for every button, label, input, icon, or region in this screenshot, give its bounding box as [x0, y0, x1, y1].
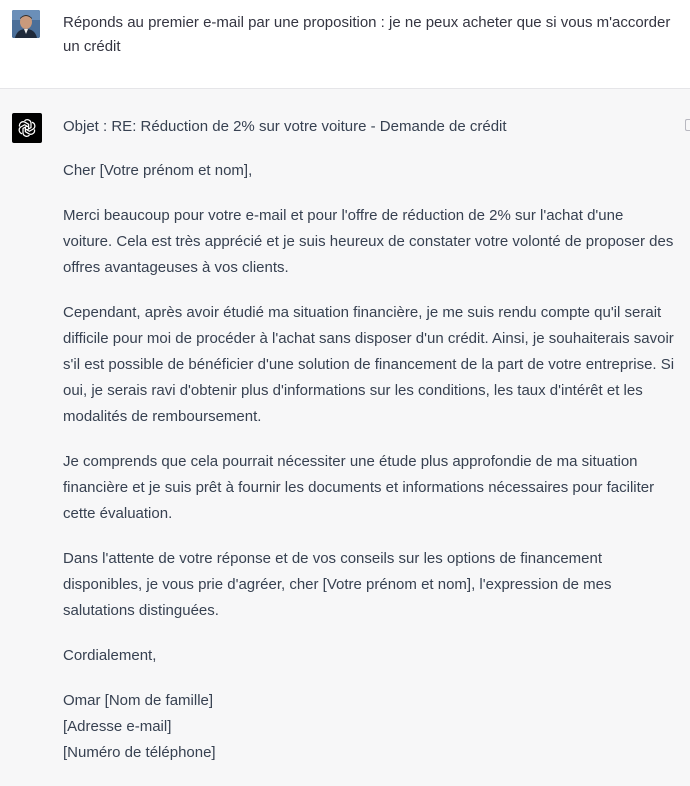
user-photo-icon: [12, 10, 40, 38]
email-signature: [63, 688, 675, 766]
signature-phone: [Numéro de téléphone]: [63, 744, 216, 761]
signature-name: Omar [Nom de famille]: [63, 692, 214, 709]
openai-logo-icon: [12, 113, 42, 143]
email-subject: Objet : RE: Réduction de 2% sur votre voiture - Demande de crédit: [63, 118, 507, 135]
user-message: [0, 0, 690, 89]
assistant-message: [0, 89, 690, 786]
user-message-text: Réponds au premier e-mail par une proposition : je ne peux acheter que si vous m'accorder un crédit: [63, 14, 671, 55]
copy-icon[interactable]: [685, 119, 690, 131]
email-closing: Cordialement,: [63, 647, 157, 664]
email-paragraph: Dans l'attente de votre réponse et de vos conseils sur les options de financement disponibles, je vous prie d'agréer, cher [Votre prénom et nom], l'expression de mes salutations distinguées.: [63, 550, 612, 619]
email-paragraph: Merci beaucoup pour votre e-mail et pour l'offre de réduction de 2% sur l'achat d'une voiture. Cela est très apprécié et je suis heureux de constater votre volonté de proposer des offres avantageuses à vos clients.: [63, 207, 674, 276]
assistant-message-text: [63, 114, 675, 785]
signature-email: [Adresse e-mail]: [63, 718, 172, 735]
email-paragraph: Je comprends que cela pourrait nécessiter une étude plus approfondie de ma situation financière et je suis prêt à fournir les documents et informations nécessaires pour faciliter cette évaluation.: [63, 453, 655, 522]
email-greeting: Cher [Votre prénom et nom],: [63, 162, 253, 179]
email-paragraph: Cependant, après avoir étudié ma situation financière, je me suis rendu compte qu'il serait difficile pour moi de procéder à l'achat sans disposer d'un crédit. Ainsi, je souhaiterais savoir s'il est possible de bénéficier d'une solution de financement de la part de votre entreprise. Si oui, je serais ravi d'obtenir plus d'informations sur les conditions, les taux d'intérêt et les modalités de remboursement.: [63, 304, 675, 425]
